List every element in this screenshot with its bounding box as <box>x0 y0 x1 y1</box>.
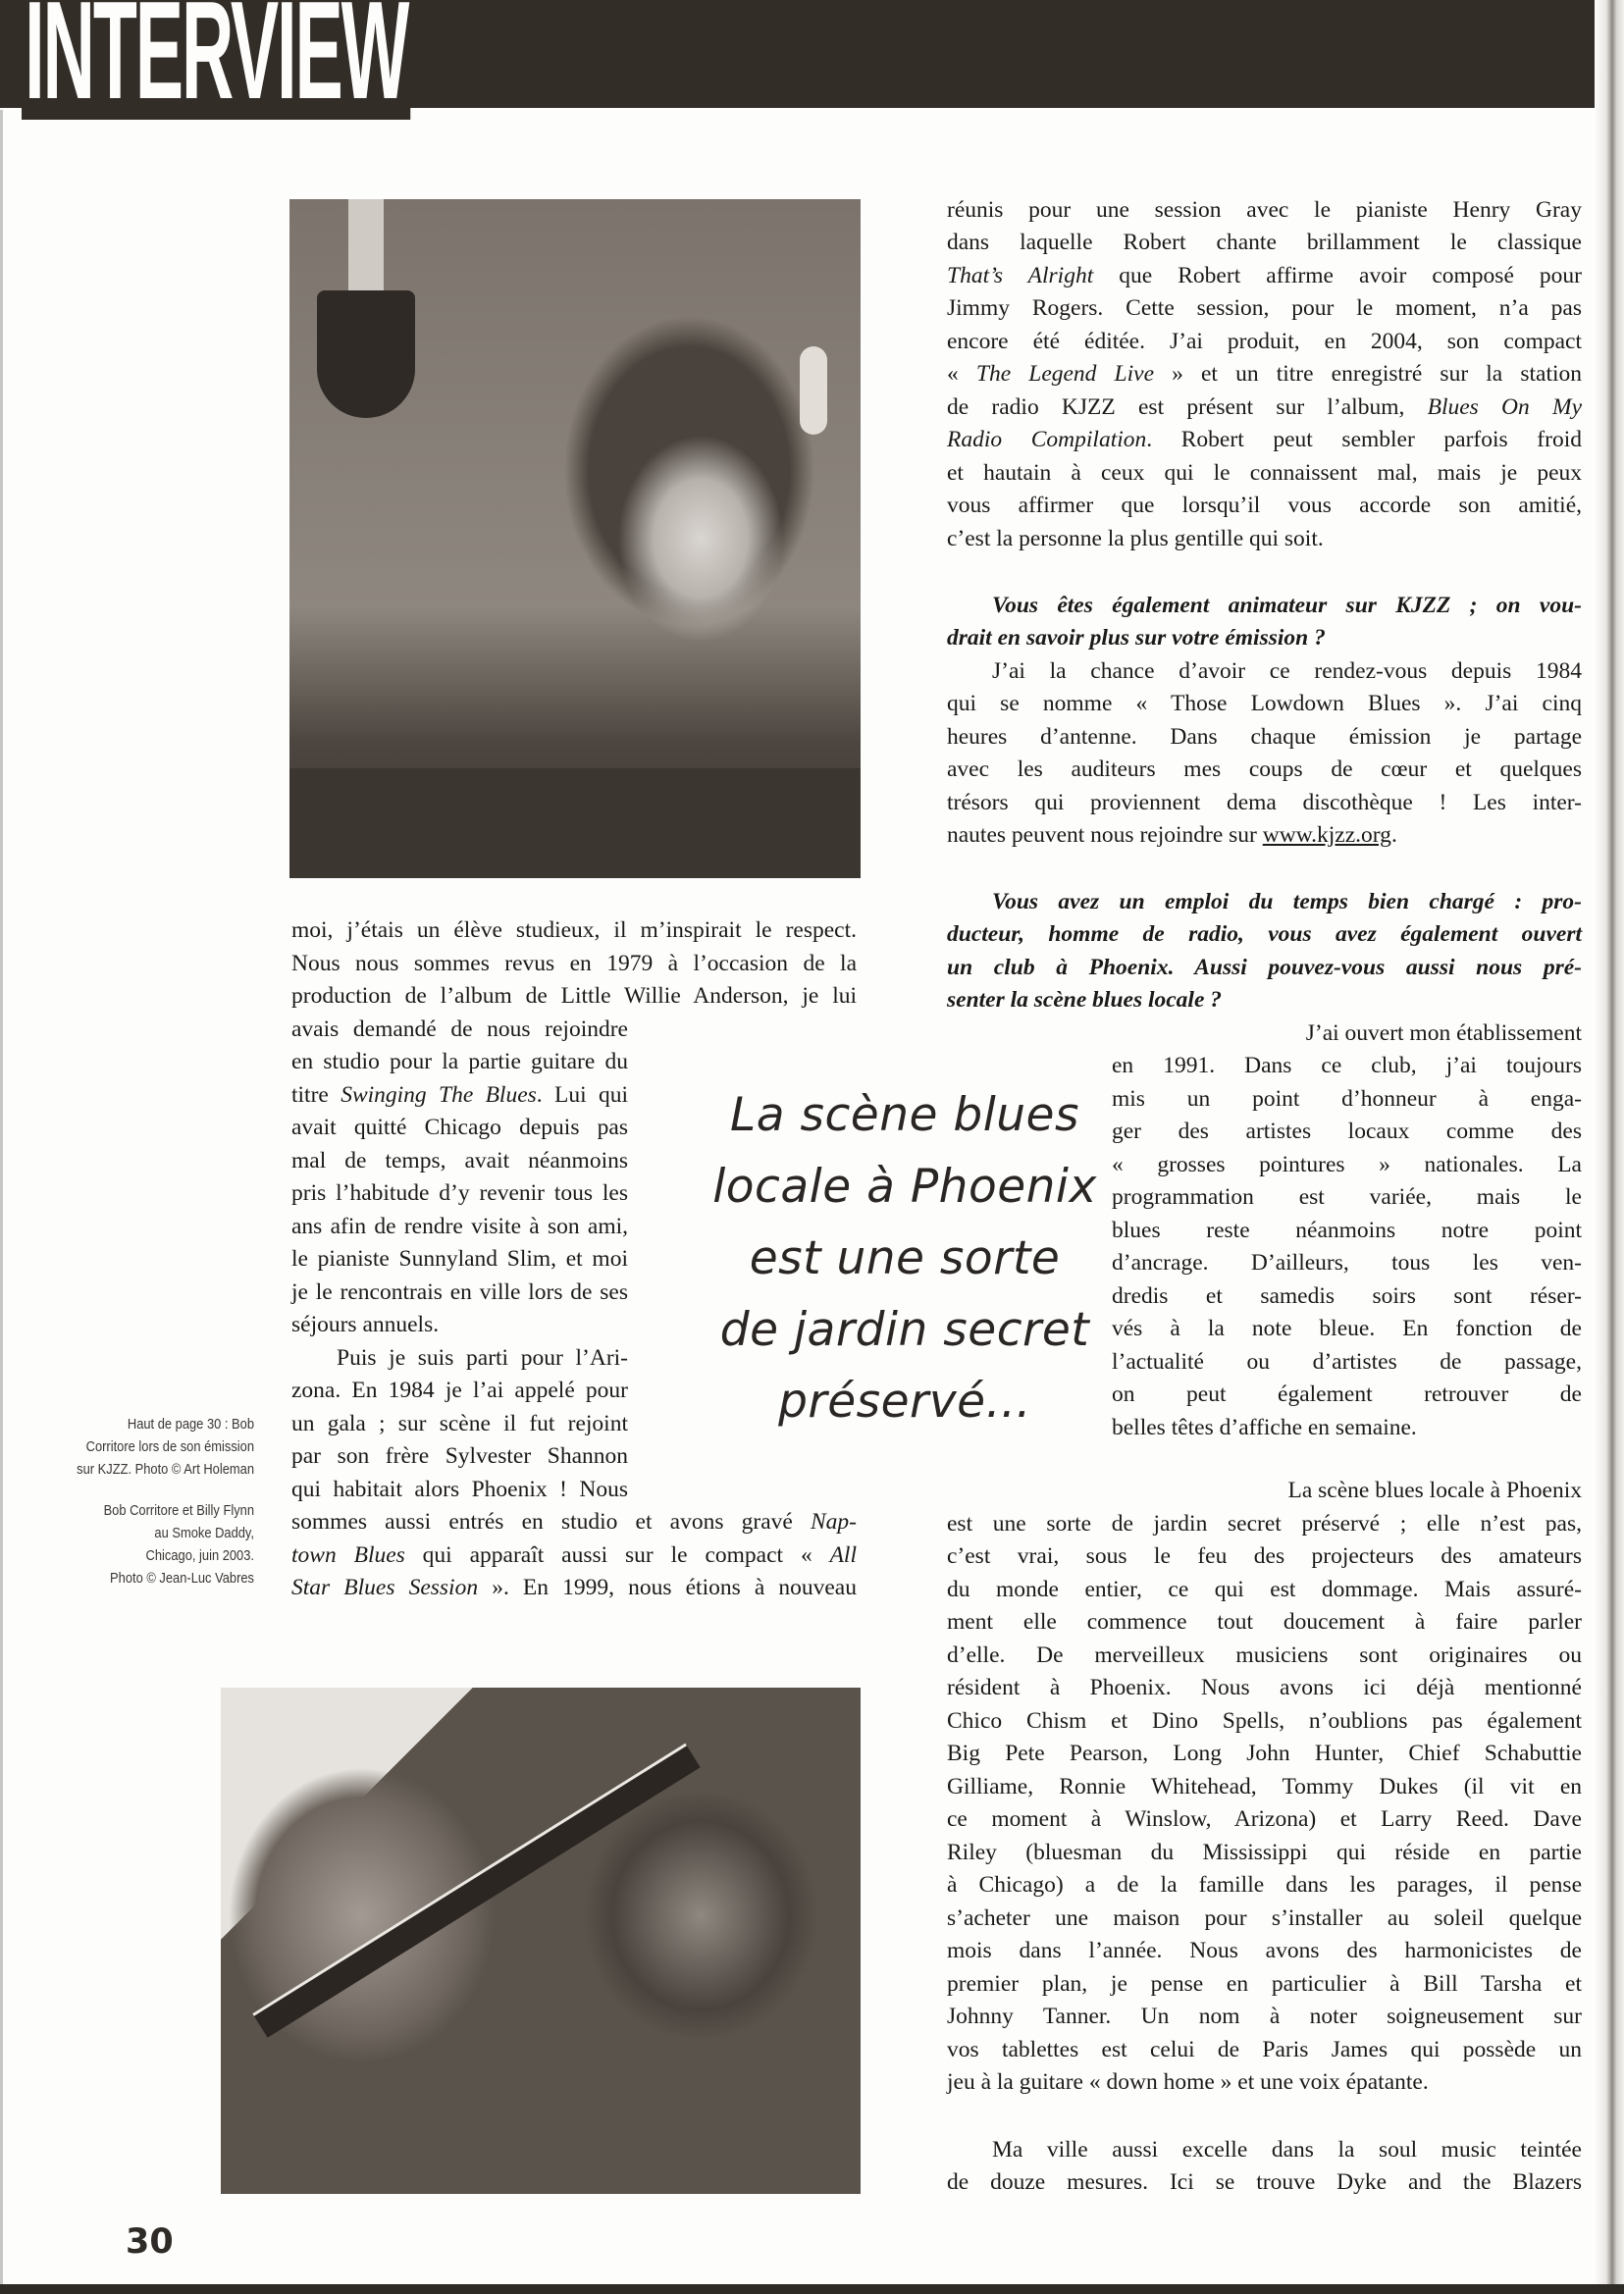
text-line: et hautain à ceux qui le connaissent mal, mais je peux <box>947 460 1582 486</box>
caption-line: Photo © Jean-Luc Vabres <box>110 1570 255 1587</box>
text-line: titre Swinging The Blues. Lui qui <box>291 1082 628 1108</box>
question-line: ducteur, homme de radio, vous avez également ouvert <box>947 921 1582 947</box>
text-line: avais demandé de nous rejoindre <box>291 1017 628 1042</box>
text-line: J’ai la chance d’avoir ce rendez-vous depuis 1984 <box>992 658 1582 684</box>
question-line: Vous avez un emploi du temps bien chargé : pro- <box>992 889 1582 914</box>
bottom-band <box>0 2284 1624 2294</box>
text-line: Big Pete Pearson, Long John Hunter, Chief Schabuttie <box>947 1741 1582 1766</box>
text-line: programmation est variée, mais le <box>1112 1184 1582 1210</box>
text-line: heures d’antenne. Dans chaque émission je partage <box>947 724 1582 750</box>
text-line: en 1991. Dans ce club, j’ai toujours <box>1112 1053 1582 1078</box>
question-line: un club à Phoenix. Aussi pouvez-vous aussi nous pré- <box>947 955 1582 980</box>
kjzz-link[interactable]: www.kjzz.org <box>1262 822 1391 848</box>
song-title: Swinging The Blues <box>341 1082 537 1108</box>
studio-desk <box>289 768 861 878</box>
pull-quote-line: locale à Phoenix <box>712 1160 1097 1214</box>
text-line: That’s Alright que Robert affirme avoir composé pour <box>947 263 1582 288</box>
pull-quote-line: est une sorte <box>749 1231 1061 1285</box>
text-line: Gilliame, Ronnie Whitehead, Tommy Dukes (il vit en <box>947 1774 1582 1799</box>
pull-quote-line: préservé... <box>778 1375 1031 1429</box>
caption-line: Bob Corritore et Billy Flynn <box>103 1502 254 1519</box>
text-line: Radio Compilation. Robert peut sembler parfois froid <box>947 427 1582 452</box>
text-line: ger des artistes locaux comme des <box>1112 1119 1582 1144</box>
pull-quote-line: de jardin secret <box>719 1303 1090 1357</box>
text-line: l’actualité ou d’artistes de passage, <box>1112 1349 1582 1375</box>
text-line: je le rencontrais en ville lors de ses <box>291 1279 628 1305</box>
text-line: à Chicago) a de la famille dans les parages, il pense <box>947 1872 1582 1898</box>
microphone-icon <box>317 290 415 418</box>
text-line: ce moment à Winslow, Arizona) et Larry Reed. Dave <box>947 1806 1582 1832</box>
text-line: de douze mesures. Ici se trouve Dyke and the Blazers <box>947 2169 1582 2195</box>
text-line: qui se nomme « Those Lowdown Blues ». J’ai cinq <box>947 691 1582 716</box>
headphones-icon <box>800 346 827 435</box>
text-line: « The Legend Live » et un titre enregistré sur la station <box>947 361 1583 387</box>
text-line: pris l’habitude d’y revenir tous les <box>291 1180 628 1206</box>
text-line: avait quitté Chicago depuis pas <box>291 1115 628 1140</box>
question-line: Vous êtes également animateur sur KJZZ ; on vou- <box>992 593 1582 618</box>
text-line: on peut également retrouver de <box>1112 1382 1582 1407</box>
pull-quote-line: La scène blues <box>730 1088 1079 1142</box>
text-line: sommes aussi entrés en studio et avons gravé Nap- <box>291 1509 857 1535</box>
text-line: zona. En 1984 je l’ai appelé pour <box>291 1378 628 1403</box>
text-line: mal de temps, avait néanmoins <box>291 1148 628 1173</box>
text-line: résident à Phoenix. Nous avons ici déjà mentionné <box>947 1675 1582 1700</box>
text-line: c’est vrai, sous le feu des projecteurs des amateurs <box>947 1543 1582 1569</box>
text-line: le pianiste Sunnyland Slim, et moi <box>291 1246 628 1272</box>
text-line: Ma ville aussi excelle dans la soul music teintée <box>992 2137 1582 2163</box>
text-line: ment elle commence tout doucement à faire parler <box>947 1609 1582 1635</box>
microphone-stand <box>348 199 384 292</box>
question-line: senter la scène blues locale ? <box>947 987 1223 1013</box>
caption-bottom-photo <box>34 1499 254 1590</box>
text-line: ans afin de rendre visite à son ami, <box>291 1214 628 1239</box>
text-line: d’ancrage. D’ailleurs, tous les ven- <box>1112 1250 1582 1276</box>
text-line: blues reste néanmoins notre point <box>1112 1218 1582 1243</box>
caption-line: sur KJZZ. Photo © Art Holeman <box>77 1461 254 1478</box>
text-line: un gala ; sur scène il fut rejoint <box>291 1411 628 1436</box>
pull-quote <box>708 1079 1101 1437</box>
text-line: vés à la note bleue. En fonction de <box>1112 1316 1582 1341</box>
text-line: Johnny Tanner. Un nom à noter soigneusement sur <box>947 2004 1582 2029</box>
text-line: s’acheter une maison pour s’installer au soleil quelque <box>947 1905 1582 1931</box>
text-line: belles têtes d’affiche en semaine. <box>1112 1415 1417 1440</box>
text-line: dans laquelle Robert chante brillamment le classique <box>947 230 1582 255</box>
photo-bob-corritore-radio <box>289 199 861 878</box>
text-line: vous affirmer que lorsqu’il vous accorde son amitié, <box>947 493 1582 518</box>
text-line: town Blues qui apparaît aussi sur le compact « All <box>291 1542 857 1568</box>
caption-line: au Smoke Daddy, <box>154 1525 254 1541</box>
text-line: nautes peuvent nous rejoindre sur www.kjzz.org. <box>947 822 1397 848</box>
text-line: encore été éditée. J’ai produit, en 2004, son compact <box>947 329 1582 354</box>
text-line: Chico Chism et Dino Spells, n’oublions pas également <box>947 1708 1582 1734</box>
caption-top-photo <box>34 1413 254 1481</box>
text-line: trésors qui proviennent dema discothèque ! Les inter- <box>947 790 1582 815</box>
text-line: mis un point d’honneur à enga- <box>1112 1086 1582 1112</box>
text-line: premier plan, je pense en particulier à Bill Tarsha et <box>947 1971 1582 1997</box>
text-line: d’elle. De merveilleux musiciens sont originaires ou <box>947 1642 1582 1668</box>
text-line: Puis je suis parti pour l’Ari- <box>337 1345 628 1371</box>
text-line: vos tablettes est celui de Paris James qui possède un <box>947 2037 1582 2062</box>
text-line: réunis pour une session avec le pianiste Henry Gray <box>947 197 1582 223</box>
page-left-edge <box>0 110 3 2288</box>
section-title: INTERVIEW <box>22 0 410 120</box>
text-line: Star Blues Session ». En 1999, nous étions à nouveau <box>291 1575 857 1600</box>
caption-line: Chicago, juin 2003. <box>145 1547 254 1564</box>
guitar-icon <box>252 1744 700 2038</box>
binding-gutter <box>1595 0 1624 2294</box>
text-line: qui habitait alors Phoenix ! Nous <box>291 1477 628 1502</box>
text-line: mois dans l’année. Nous avons des harmonicistes de <box>947 1938 1582 1963</box>
text-line: Nous nous sommes revus en 1979 à l’occasion de la <box>291 951 857 976</box>
text-line: par son frère Sylvester Shannon <box>291 1443 628 1469</box>
text-line: en studio pour la partie guitare du <box>291 1049 628 1074</box>
text-line: J’ai ouvert mon établissement <box>1305 1020 1582 1046</box>
page-number: 30 <box>126 2222 174 2262</box>
photo-corritore-flynn <box>221 1688 861 2194</box>
text-line: moi, j’étais un élève studieux, il m’inspirait le respect. <box>291 917 857 943</box>
text-line: de radio KJZZ est présent sur l’album, Blues On My <box>947 394 1582 420</box>
text-line: production de l’album de Little Willie Anderson, je lui <box>291 983 857 1009</box>
text-line: jeu à la guitare « down home » et une voix épatante. <box>947 2069 1429 2095</box>
caption-line: Haut de page 30 : Bob <box>127 1416 254 1433</box>
text-line: du monde entier, ce qui est dommage. Mais assuré- <box>947 1577 1582 1602</box>
text-line: c’est la personne la plus gentille qui soit. <box>947 526 1324 551</box>
question-line: drait en savoir plus sur votre émission ? <box>947 625 1326 651</box>
text-line: séjours annuels. <box>291 1312 440 1337</box>
text-line: dredis et samedis soirs sont réser- <box>1112 1283 1582 1309</box>
text-line: La scène blues locale à Phoenix <box>1287 1478 1582 1503</box>
caption-line: Corritore lors de son émission <box>85 1438 255 1455</box>
text-line: « grosses pointures » nationales. La <box>1112 1152 1582 1177</box>
text-line: avec les auditeurs mes coups de cœur et quelques <box>947 756 1582 782</box>
text-line: Jimmy Rogers. Cette session, pour le moment, n’a pas <box>947 295 1582 321</box>
text-line: Riley (bluesman du Mississippi qui réside en partie <box>947 1840 1582 1865</box>
text-line: est une sorte de jardin secret préservé ; elle n’est pas, <box>947 1511 1582 1537</box>
